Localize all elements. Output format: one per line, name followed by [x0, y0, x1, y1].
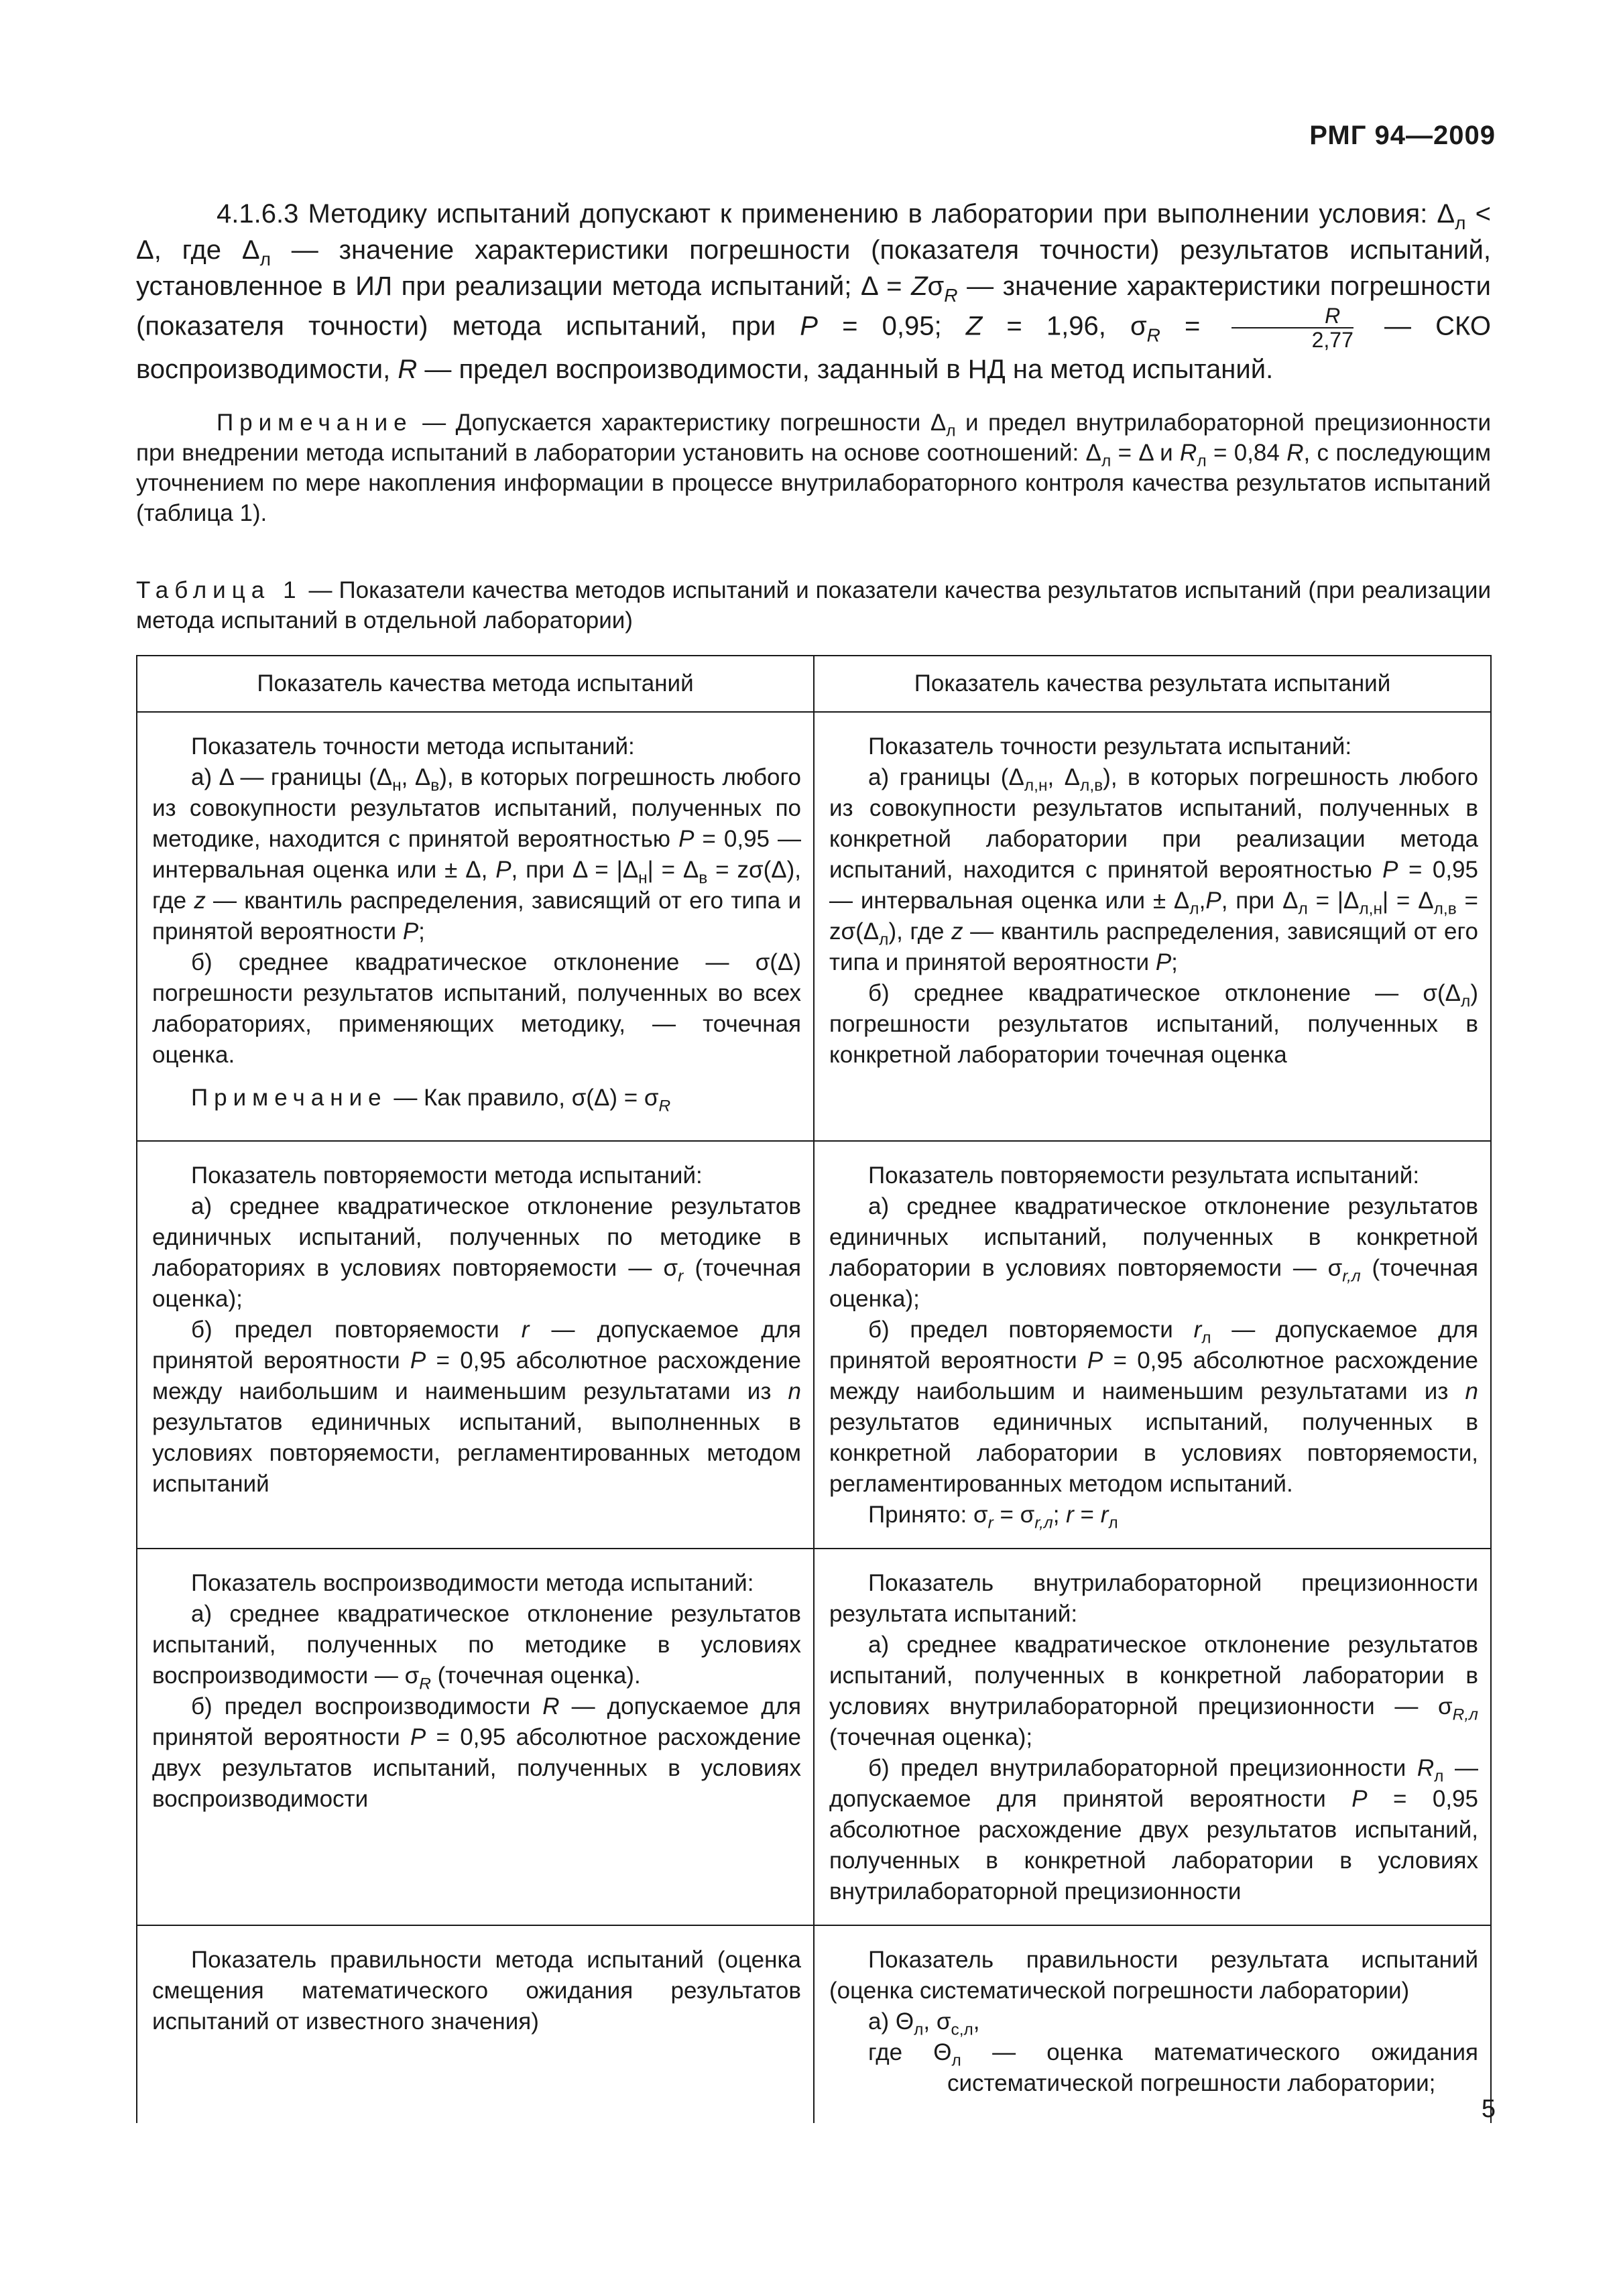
table-row — [137, 1925, 1491, 2123]
quality-indicators-table — [136, 655, 1492, 2123]
header-method-quality: Показатель качества метода испытаний — [137, 656, 814, 712]
cell-result-accuracy: Показатель точности результата испытаний: а) границы ($\Delta_{л,н}$, $\Delta_{л,в}$), в которых погрешность любого из совокупности результатов испытаний, полученных в конкретной лаборатории при реализации метода испытаний, находится с принятой вероятностью P = 0,95 — интервальная оценка или ± $\Delta_л,P$, при $\Delta_л = |\Delta_{л,н}| = \Delta_{л,в} = z\sigma(\Delta_л)$, где z — квантиль распределения, зависящий от его типа и принятой вероятности P; б) среднее квадратическое отклонение — $\sigma(\Delta_л)$ погрешности результатов испытаний, полученных в конкретной лаборатории точечная оценка — [814, 712, 1491, 1141]
page-number: 5 — [1481, 2095, 1496, 2123]
table-header-row — [137, 656, 1491, 712]
table-row — [137, 1141, 1491, 1549]
cell-result-intralab-precision: Показатель внутрилабораторной прецизионности результата испытаний: а) среднее квадратическое отклонение результатов испытаний, полученных в конкретной лаборатории в условиях внутрилабораторной прецизионности — $\sigma_{R,л}$ (точечная оценка); б) предел внутрилабораторной прецизионности $R_л$ — допускаемое для принятой вероятности P = 0,95 абсолютное расхождение двух результатов испытаний, полученных в конкретной лаборатории в условиях внутрилабораторной прецизионности — [814, 1549, 1491, 1925]
note-paragraph: Примечание — Допускается характеристику погрешности $\Delta_л$ и предел внутрилабораторной прецизионности при внедрении метода испытаний в лаборатории установить на основе соотношений: $\Delta_л = \Delta$ и $R_л = 0,84$ R, с последующим уточнением по мере накопления информации в процессе внутрилабораторного контроля качества результатов испытаний (таблица 1). — [136, 410, 1492, 526]
cell-method-repeatability: Показатель повторяемости метода испытаний: а) среднее квадратическое отклонение результатов единичных испытаний, полученных по методике в лабораториях в условиях повторяемости — $\sigma_r$ (точечная оценка); б) предел повторяемости r — допускаемое для принятой вероятности P = 0,95 абсолютное расхождение между наибольшим и наименьшим результатами из n результатов единичных испытаний, выполненных в условиях повторяемости, регламентированных методом испытаний — [137, 1141, 814, 1549]
cell-method-accuracy: Показатель точности метода испытаний: а) Δ — границы ($\Delta_н$, $\Delta_в$), в которых погрешность любого из совокупности результатов испытаний, полученных по методике, находится с принятой вероятностью P = 0,95 — интервальная оценка или ± Δ, P, при $\Delta = |\Delta_н| = \Delta_в = z\sigma(\Delta)$, где z — квантиль распределения, зависящий от его типа и принятой вероятности P; б) среднее квадратическое отклонение — σ(Δ) погрешности результатов испытаний, полученных во всех лабораториях, применяющих методику, — точечная оценка. Примечание — Как правило, $\sigma(\Delta) = \sigma_R$ — [137, 712, 814, 1141]
section-4-1-6-3: 4.1.6.3 Методику испытаний допускают к применению в лаборатории при выполнении условия: $\Delta_л < \Delta$, где $\Delta_л$ — значение характеристики погрешности (показателя точности) результатов испытаний, установленное в ИЛ при реализации метода испытаний; $\Delta = Z\sigma_R$ — значение характеристики погрешности (показателя точности) метода испытаний, при P = 0,95; Z = 1,96, $\sigma_R$ = $\frac{R}{2,77}$ — СКО воспроизводимости, R — предел воспроизводимости, заданный в НД на метод испытаний. — [136, 199, 1492, 384]
table-row — [137, 712, 1491, 1141]
header-result-quality: Показатель качества результата испытаний — [814, 656, 1491, 712]
cell-result-trueness: Показатель правильности результата испытаний (оценка систематической погрешности лаборатории) а) $\Theta_л$, $\sigma_{с,л}$, где $\Theta_л$ — оценка математического ожидания систематической погрешности лаборатории; — [814, 1925, 1491, 2123]
cell-result-repeatability: Показатель повторяемости результата испытаний: а) среднее квадратическое отклонение результатов единичных испытаний, полученных в конкретной лаборатории в условиях повторяемости — $\sigma_{r,л}$ (точечная оценка); б) предел повторяемости $r_л$ — допускаемое для принятой вероятности P = 0,95 абсолютное расхождение между наибольшим и наименьшим результатами из n результатов единичных испытаний, полученных в конкретной лаборатории в условиях повторяемости, регламентированных методом испытаний. Принято: $\sigma_r = \sigma_{r,л}$; $r = r_л$ — [814, 1141, 1491, 1549]
table-row — [137, 1549, 1491, 1925]
cell-method-reproducibility: Показатель воспроизводимости метода испытаний: а) среднее квадратическое отклонение результатов испытаний, полученных по методике в условиях воспроизводимости — $\sigma_R$ (точечная оценка). б) предел воспроизводимости R — допускаемое для принятой вероятности P = 0,95 абсолютное расхождение двух результатов испытаний, полученных в условиях воспроизводимости — [137, 1549, 814, 1925]
doc-code: РМГ 94—2009 — [1309, 121, 1496, 150]
table-caption: Таблица 1 — Показатели качества методов испытаний и показатели качества результатов испытаний (при реализации метода испытаний в отдельной лаборатории) — [136, 577, 1491, 633]
fraction-R-over-2-77: $\frac{R}{2,77}$ — [1231, 304, 1354, 351]
cell-method-trueness: Показатель правильности метода испытаний (оценка смещения математического ожидания результатов испытаний от известного значения) — [137, 1925, 814, 2123]
